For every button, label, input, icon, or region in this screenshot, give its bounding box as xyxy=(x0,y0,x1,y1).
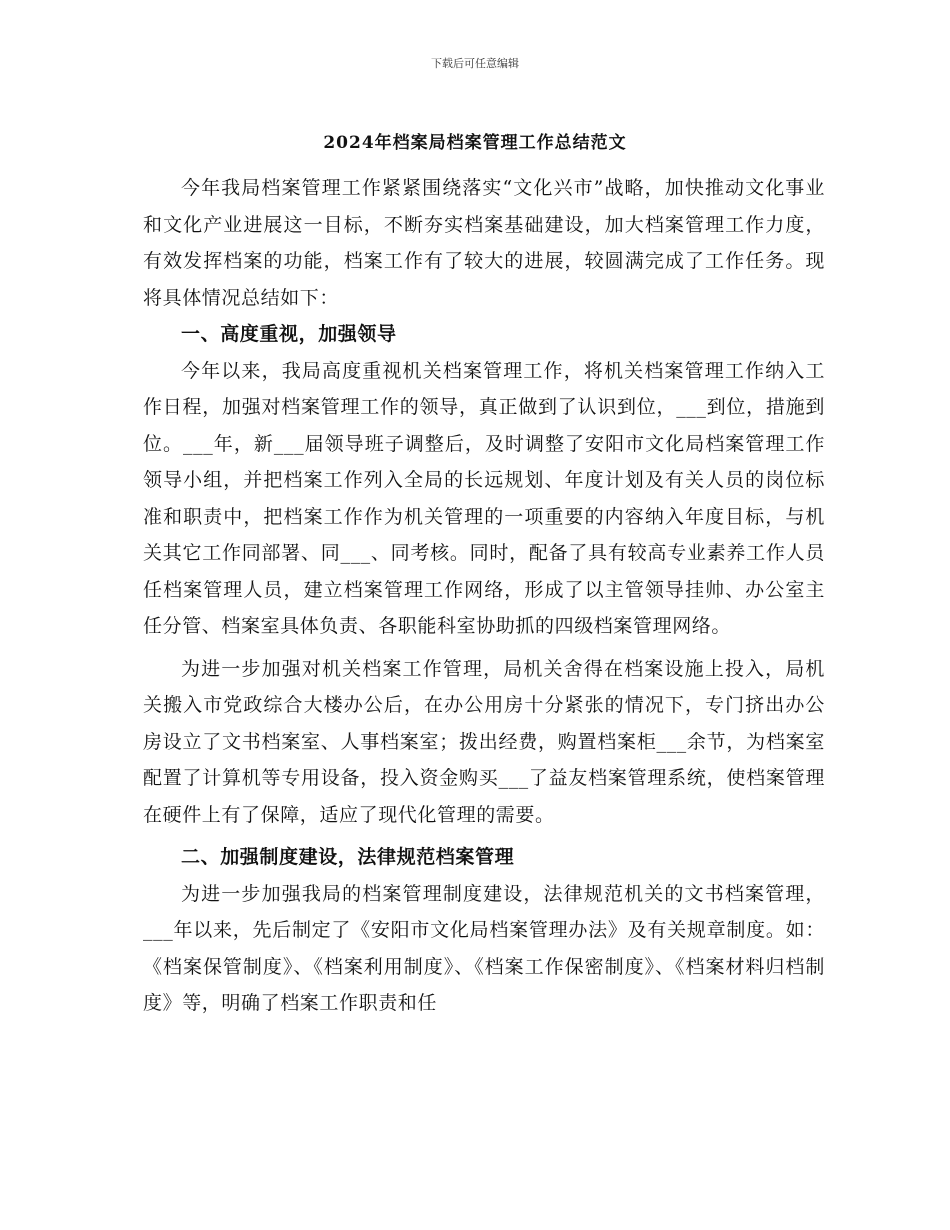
document-body xyxy=(143,170,825,1022)
section-heading-2: 二、加强制度建设，法律规范档案管理 xyxy=(181,846,515,868)
paragraph-leadership: 今年以来，我局高度重视机关档案管理工作，将机关档案管理工作纳入工作日程，加强对档案管理工作的领导，真正做到了认识到位，___到位，措施到位。___年，新___届领导班子调整后，及时调整了安阳市文化局档案管理工作领导小组，并把档案工作列入全局的长远规划、年度计划及有关人员的岗位标准和职责中，把档案工作作为机关管理的一项重要的内容纳入年度目标，与机关其它工作同部署、同___、同考核。同时，配备了具有较高专业素养工作人员任档案管理人员，建立档案管理工作网络，形成了以主管领导挂帅、办公室主任分管、档案室具体负责、各职能科室协助抓的四级档案管理网络。 xyxy=(143,359,825,637)
paragraph-regulations: 为进一步加强我局的档案管理制度建设，法律规范机关的文书档案管理，___年以来，先后制定了《安阳市文化局档案管理办法》及有关规章制度。如：《档案保管制度》、《档案利用制度》、《档案工作保密制度》、《档案材料归档制度》等，明确了档案工作职责和任 xyxy=(143,882,825,1014)
section-heading-1: 一、高度重视，加强领导 xyxy=(181,323,397,345)
header-note: 下载后可任意编辑 xyxy=(431,57,519,70)
paragraph-intro: 今年我局档案管理工作紧紧围绕落实“文化兴市”战略，加快推动文化事业和文化产业进展这一目标，不断夯实档案基础建设，加大档案管理工作力度，有效发挥档案的功能，档案工作有了较大的进展，较圆满完成了工作任务。现将具体情况总结如下： xyxy=(143,177,825,309)
paragraph-facilities: 为进一步加强对机关档案工作管理，局机关舍得在档案设施上投入，局机关搬入市党政综合大楼办公后，在办公用房十分紧张的情况下，专门挤出办公房设立了文书档案室、人事档案室；拨出经费，购置档案柜___余节，为档案室配置了计算机等专用设备，投入资金购买___了益友档案管理系统，使档案管理在硬件上有了保障，适应了现代化管理的需要。 xyxy=(143,657,825,826)
document-title: 2024年档案局档案管理工作总结范文 xyxy=(323,133,627,153)
